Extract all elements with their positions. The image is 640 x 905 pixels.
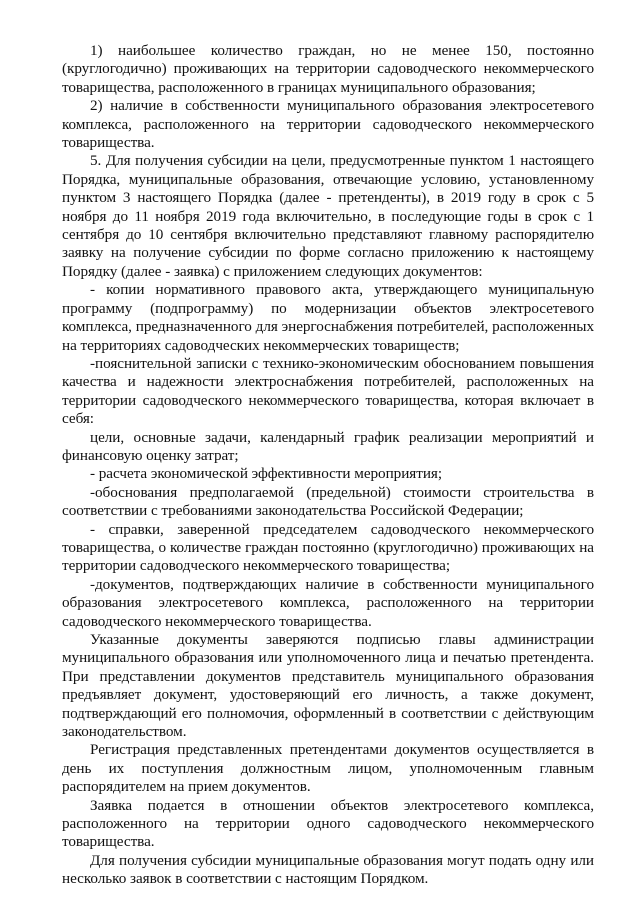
paragraph-doc-explanatory-note: -пояснительной записки с технико-экономическим обоснованием повышения качества и надежности электроснабжения потребителей, расположенных на территории садоводческого некоммерческого товарищества, которая включает в себя: bbox=[62, 354, 594, 428]
paragraph-multiple-applications: Для получения субсидии муниципальные образования могут подать одну или несколько заявок в соответствии с настоящим Порядком. bbox=[62, 851, 594, 888]
paragraph-application-scope: Заявка подается в отношении объектов электросетевого комплекса, расположенного на территории одного садоводческого некоммерческого товарищества. bbox=[62, 796, 594, 851]
paragraph-certification: Указанные документы заверяются подписью главы администрации муниципального образования или уполномоченного лица и печатью претендента. При представлении документов представитель муниципального образования предъявляет документ, удостоверяющий его личность, а также документ, подтверждающий его полномочия, оформленный в соответствии с действующим законодательством. bbox=[62, 631, 594, 741]
paragraph-doc-normative-act: - копии нормативного правового акта, утверждающего муниципальную программу (подпрограмму) по модернизации объектов электросетевого комплекса, предназначенного для энергоснабжения потребителей, расположенных на территориях садоводческих некоммерческих товариществ; bbox=[62, 281, 594, 354]
paragraph-doc-cost-justification: -обоснования предполагаемой (предельной) стоимости строительства в соответствии с требованиями законодательства Российской Федерации; bbox=[62, 483, 594, 520]
paragraph-doc-efficiency: - расчета экономической эффективности мероприятия; bbox=[90, 465, 443, 483]
paragraph-doc-ownership: -документов, подтверждающих наличие в собственности муниципального образования электросетевого комплекса, расположенного на территории садоводческого некоммерческого товарищества. bbox=[62, 575, 594, 630]
paragraph-item-5: 5. Для получения субсидии на цели, предусмотренные пунктом 1 настоящего Порядка, муниципальные образования, отвечающие условию, установленному пунктом 3 настоящего Порядка (далее - претенденты), в 2019 году в срок с 5 ноября до 11 ноября 2019 года включительно, в последующие годы в срок с 1 сентября до 10 сентября включительно представляют главному распорядителю заявку на получение субсидии по форме согласно приложению к настоящему Порядку (далее - заявка) с приложением следующих документов: bbox=[62, 152, 594, 280]
paragraph-registration: Регистрация представленных претендентами документов осуществляется в день их поступления должностным лицом, уполномоченным главным распорядителем на прием документов. bbox=[62, 741, 594, 796]
paragraph-goals-tasks: цели, основные задачи, календарный график реализации мероприятий и финансовую оценку затрат; bbox=[62, 428, 594, 464]
paragraph-doc-certificate: - справки, заверенной председателем садоводческого некоммерческого товарищества, о количестве граждан постоянно (круглогодично) проживающих на территории садоводческого некоммерческого товарищества; bbox=[62, 520, 594, 575]
document-page bbox=[62, 42, 594, 889]
paragraph-condition-2: 2) наличие в собственности муниципального образования электросетевого комплекса, расположенного на территории садоводческого некоммерческого товарищества. bbox=[62, 97, 594, 152]
paragraph-condition-1: 1) наибольшее количество граждан, но не менее 150, постоянно (круглогодично) проживающих на территории садоводческого некоммерческого товарищества, расположенного в границах муниципального образования; bbox=[62, 42, 594, 96]
